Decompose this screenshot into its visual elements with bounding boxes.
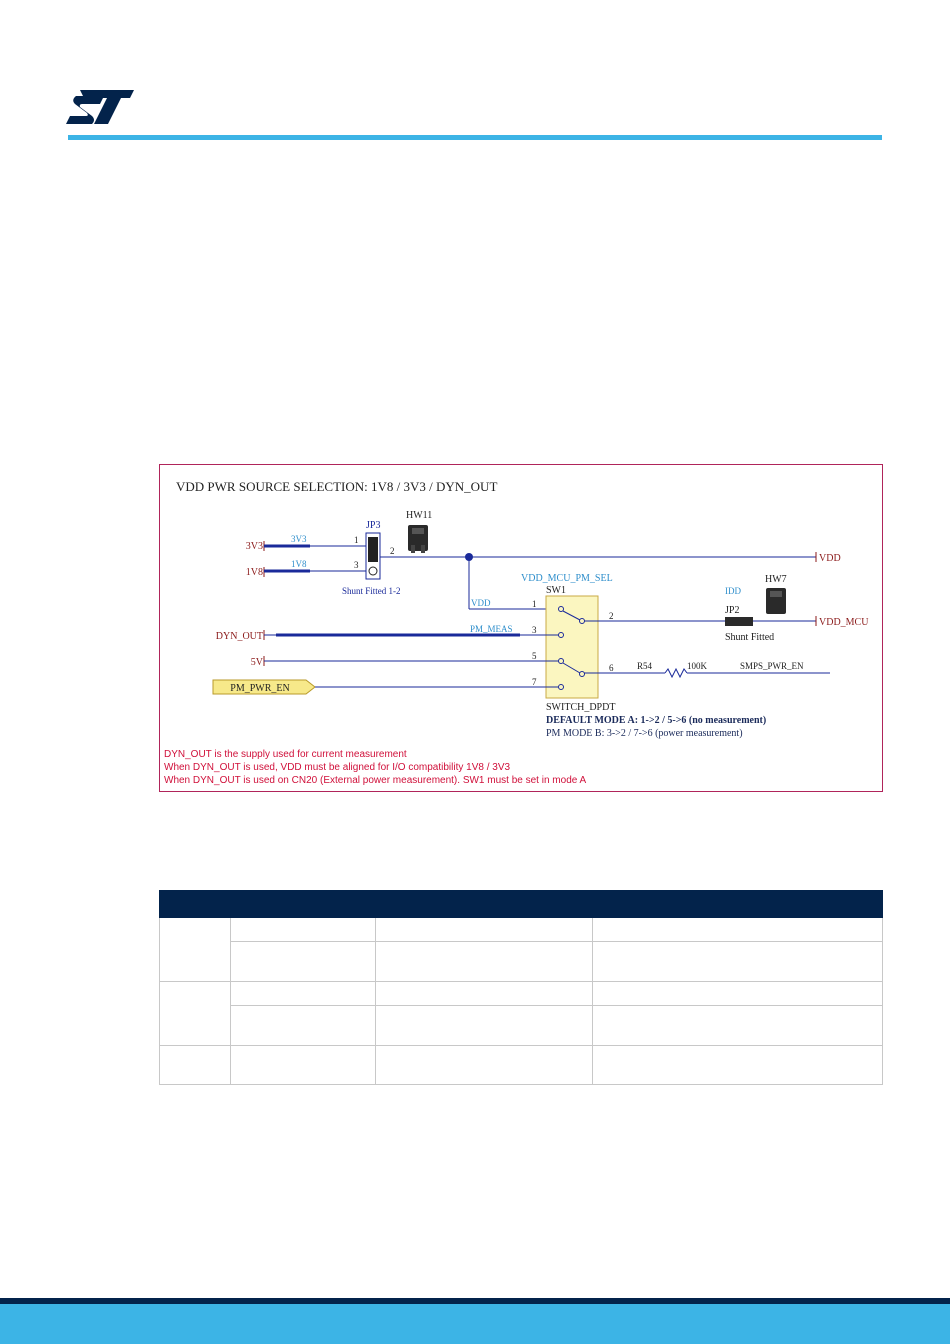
header-rule: [68, 135, 882, 140]
r54-ref: R54: [637, 661, 653, 671]
note-line-1: DYN_OUT is the supply used for current measurement: [164, 749, 407, 760]
port-5v: 5V: [250, 657, 263, 668]
port-vdd: VDD: [819, 553, 841, 564]
sw1-pin6: 6: [609, 663, 614, 673]
jp3-ref: JP3: [366, 520, 381, 531]
port-dyn-out: DYN_OUT: [215, 631, 263, 642]
jp3-note: Shunt Fitted 1-2: [342, 586, 401, 596]
sw1-pin7: 7: [532, 677, 537, 687]
sw1-pin3: 3: [532, 625, 537, 635]
port-3v3: 3V3: [245, 541, 263, 552]
jp2-label: IDD: [725, 586, 741, 596]
note-line-3: When DYN_OUT is used on CN20 (External power measurement). SW1 must be set in mode A: [164, 775, 587, 786]
table-row: [160, 918, 883, 942]
sw1-pin2: 2: [609, 611, 614, 621]
jp2-body: [725, 617, 753, 626]
schematic-title: VDD PWR SOURCE SELECTION: 1V8 / 3V3 / DYN_OUT: [176, 479, 498, 494]
footer-band-light: [0, 1304, 950, 1344]
jp3-pin1: 1: [354, 535, 359, 545]
net-3v3: 3V3: [291, 534, 307, 544]
jp2-ref: JP2: [725, 605, 740, 616]
hw7-jumper-icon: [766, 588, 786, 614]
jp3-pin3: 3: [354, 560, 359, 570]
sw1-body: [546, 596, 598, 698]
table-row: [160, 1046, 883, 1085]
mode-a-text: DEFAULT MODE A: 1->2 / 5->6 (no measurement): [546, 715, 767, 726]
net-1v8: 1V8: [291, 559, 307, 569]
table-row: [160, 942, 883, 982]
hw11-jumper-icon: [408, 525, 428, 553]
vdd-power-source-schematic: [160, 465, 882, 791]
table-row: [160, 1006, 883, 1046]
table-header-row: [160, 891, 883, 918]
sw1-net-label: VDD_MCU_PM_SEL: [521, 573, 613, 584]
port-1v8: 1V8: [245, 567, 263, 578]
jp3-shunt: [368, 537, 378, 562]
sw1-ref: SW1: [546, 585, 566, 596]
table-row: [160, 982, 883, 1006]
hw11-ref: HW11: [406, 510, 433, 521]
net-vdd: VDD: [471, 598, 491, 608]
jp2-note: Shunt Fitted: [725, 632, 775, 643]
note-line-2: When DYN_OUT is used, VDD must be aligned for I/O compatibility 1V8 / 3V3: [164, 762, 511, 773]
hw7-ref: HW7: [765, 574, 787, 585]
port-vdd-mcu: VDD_MCU: [819, 617, 869, 628]
st-logo-icon: [66, 90, 134, 128]
jumper-config-table: [159, 890, 882, 1085]
schematic-frame: [159, 464, 883, 792]
sw1-type: SWITCH_DPDT: [546, 702, 616, 713]
net-pm-meas: PM_MEAS: [470, 624, 513, 634]
port-pm-pwr-en: PM_PWR_EN: [230, 683, 290, 694]
sw1-pin5: 5: [532, 651, 537, 661]
mode-b-text: PM MODE B: 3->2 / 7->6 (power measurement): [546, 728, 743, 739]
jp3-pin2: 2: [390, 546, 395, 556]
r54-value: 100K: [687, 661, 707, 671]
sw1-pin1: 1: [532, 599, 537, 609]
net-smps-pwr-en: SMPS_PWR_EN: [740, 661, 804, 671]
